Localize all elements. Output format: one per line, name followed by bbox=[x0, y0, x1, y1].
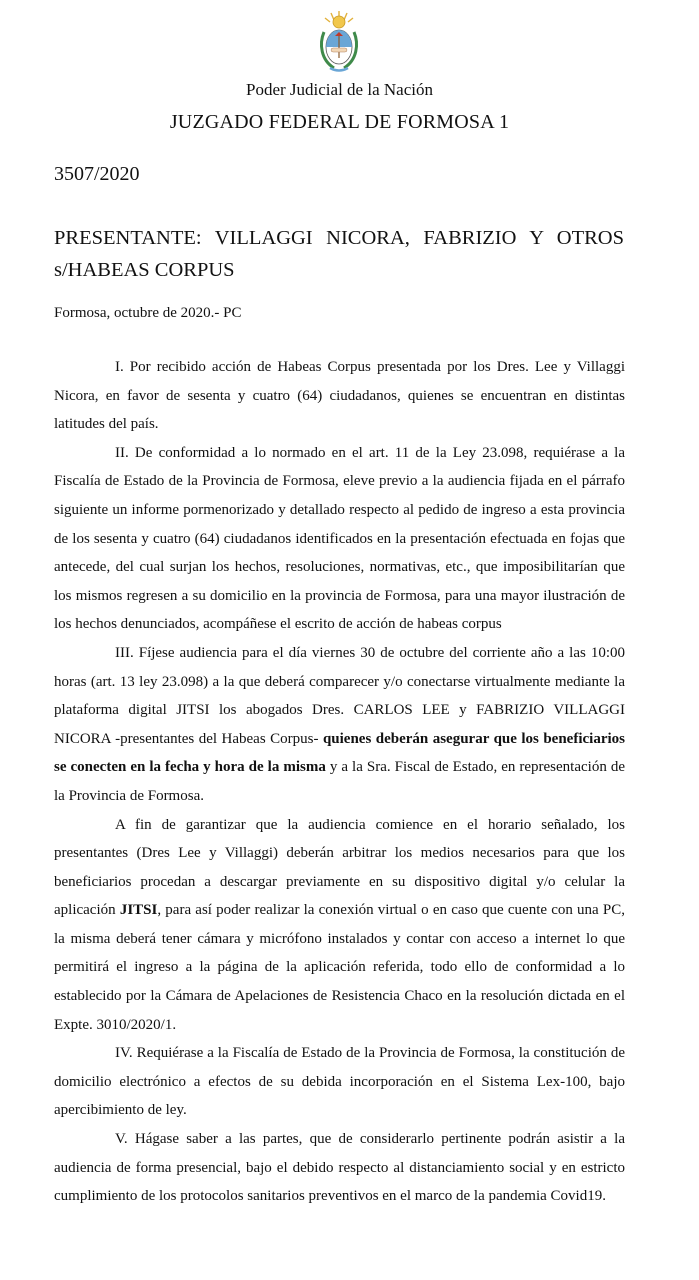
paragraph-3-text-end: y a la Sra. Fiscal de Estado, en representación de la Provincia de Formosa. bbox=[54, 759, 625, 804]
court-name: JUZGADO FEDERAL DE FORMOSA 1 bbox=[169, 111, 510, 133]
paragraph-2: II. De conformidad a lo normado en el art. 11 de la Ley 23.098, requiérase a la Fiscalía de Estado de la Provincia de Formosa, eleve previo a la audiencia fijada en el párrafo siguiente un informe pormenorizado y detallado respecto al pedido de ingreso a esta provincia de los sesenta y cuatro (64) ciudadanos identificados en la presentación efectuada en fojas que antecede, del cual surjan los hechos, resoluciones, normativas, etc., que imposibilitarían que los mismos regresen a su domicilio en la provincia de Formosa, para una mayor ilustración de los hechos denunciados, acompáñese el escrito de acción de habeas corpus bbox=[54, 444, 625, 633]
paragraph-4-text: A fin de garantizar que la audiencia comience en el horario señalado, los presentantes (Dres Lee y Villaggi) deberán arbitrar los medios necesarios para que los beneficiarios procedan a descargar previamente en su dispositivo digital y/o celular la aplicación bbox=[54, 816, 625, 919]
paragraph-1: I. Por recibido acción de Habeas Corpus presentada por los Dres. Lee y Villaggi Nicora, en favor de sesenta y cuatro (64) ciudadanos, quienes se encuentran en distintas latitudes del país. bbox=[54, 359, 625, 433]
paragraph-3 bbox=[54, 639, 625, 811]
case-number: 3507/2020 bbox=[54, 163, 140, 185]
date-line: Formosa, octubre de 2020.- PC bbox=[54, 305, 242, 321]
paragraph-6: V. Hágase saber a las partes, que de considerarlo pertinente podrán asistir a la audiencia de forma presencial, bajo el debido respecto al distanciamiento social y en estricto cumplimiento de los protocolos sanitarios preventivos en el marco de la pandemia Covid19. bbox=[54, 1131, 625, 1205]
paragraph-4-bold: JITSI bbox=[119, 902, 158, 919]
resolution-body bbox=[54, 353, 625, 1211]
institution-name: Poder Judicial de la Nación bbox=[246, 80, 433, 99]
case-caption: PRESENTANTE: VILLAGGI NICORA, FABRIZIO Y OTROS s/HABEAS CORPUS bbox=[54, 227, 624, 281]
paragraph-4 bbox=[54, 811, 625, 1040]
paragraph-5: IV. Requiérase a la Fiscalía de Estado de la Provincia de Formosa, la constitución de domicilio electrónico a efectos de su debida incorporación en el Sistema Lex-100, bajo apercibimiento de ley. bbox=[54, 1045, 625, 1119]
paragraph-4-text-end: , para así poder realizar la conexión virtual o en caso que cuente con una PC, la misma deberá tener cámara y micrófono instalados y contar con acceso a internet lo que permitirá el ingreso a la página de la aplicación referida, todo ello de conformidad a lo establecido por la Cámara de Apelaciones de Resistencia Chaco en la resolución dictada en el Expte. 3010/2020/1. bbox=[54, 902, 625, 1033]
argentina-coat-of-arms-icon bbox=[318, 10, 360, 74]
paragraph-3-bold: quienes deberán asegurar que los beneficiarios se conecten en la fecha y hora de la misma bbox=[54, 730, 625, 776]
paragraph-3-text: III. Fíjese audiencia para el día viernes 30 de octubre del corriente año a las 10:00 horas (art. 13 ley 23.098) a la que deberá comparecer y/o conectarse virtualmente mediante la plataforma digital JITSI los abogados Dres. CARLOS LEE y FABRIZIO VILLAGGI NICORA -presentantes del Habeas Corpus- bbox=[54, 644, 625, 747]
